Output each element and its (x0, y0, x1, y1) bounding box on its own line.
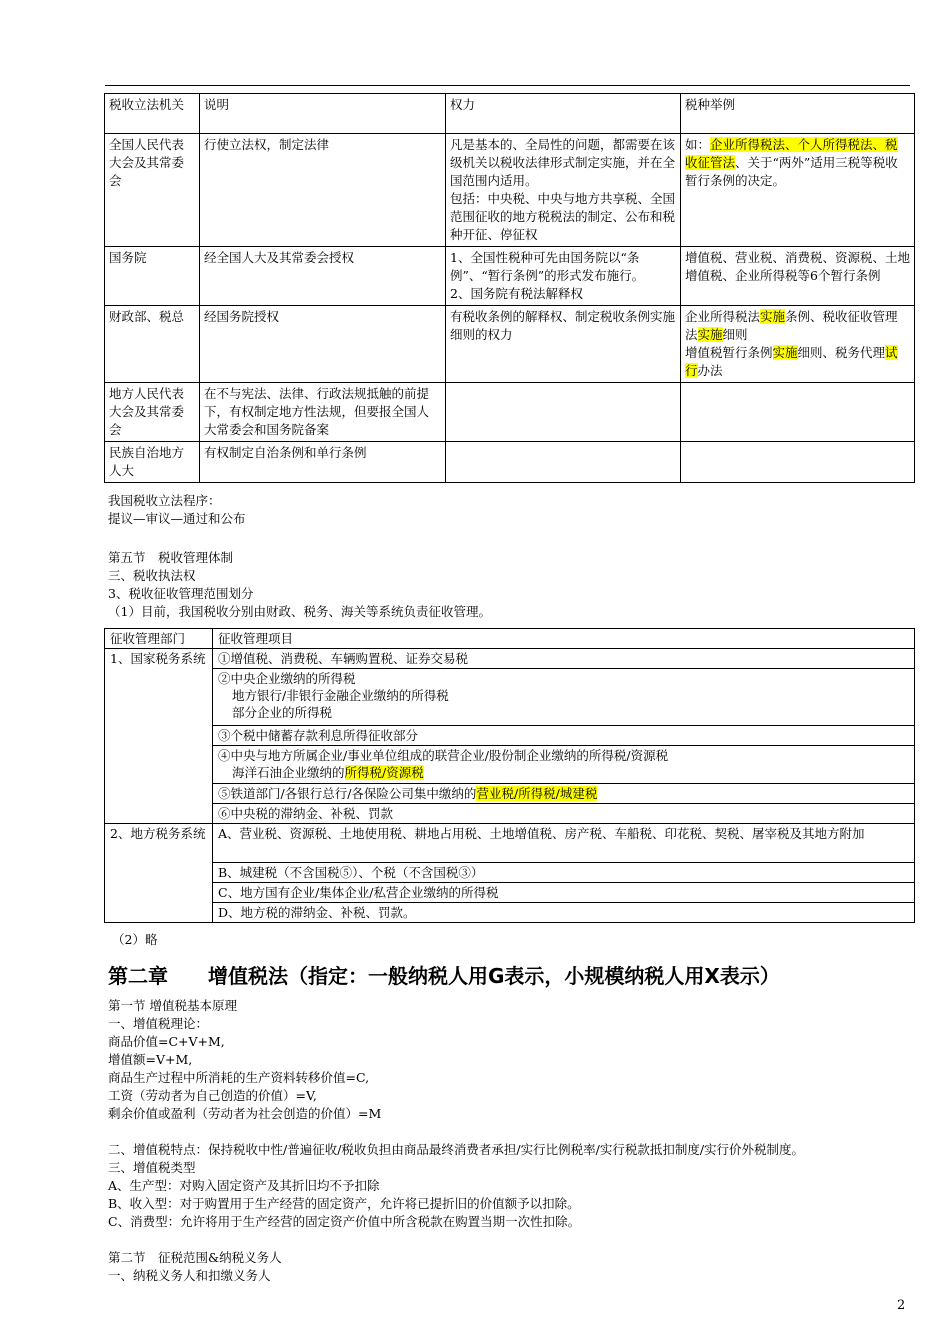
example-line (685, 344, 910, 380)
item-line (218, 764, 909, 781)
item-text: 部分企业的所得税 (232, 705, 333, 720)
item-text: ①增值税、消费税、车辆购置税、证券交易税 (218, 651, 469, 666)
body-line: A、生产型：对购入固定资产及其折旧均不予扣除 (108, 1178, 380, 1193)
item-cell: D、地方税的滞纳金、补税、罚款。 (213, 903, 915, 923)
department-cell: 2、地方税务系统 (105, 824, 213, 923)
table-row (105, 442, 915, 483)
organ-cell: 全国人民代表大会及其常委会 (105, 134, 200, 247)
department-cell: 1、国家税务系统 (105, 649, 213, 824)
power-cell: 有税收条例的解释权、制定税收条例实施细则的权力 (446, 306, 681, 383)
body-line: 增值额=V+M, (108, 1052, 193, 1067)
organ-cell: 民族自治地方人大 (105, 442, 200, 483)
table-row (105, 669, 915, 726)
power-text: 包括：中央税、中央与地方共享税、全国范围征收的地方税税法的制定、公布和税种开征、停征权 (450, 191, 676, 242)
item-cell (213, 804, 915, 824)
table-row (105, 804, 915, 824)
item-cell (213, 669, 915, 726)
table-row (105, 863, 915, 883)
procedure-steps: 提议—审议—通过和公布 (108, 511, 246, 526)
note-2: （2）略 (112, 932, 158, 947)
power-cell (446, 383, 681, 442)
body-line: C、消费型：允许将用于生产经营的固定资产价值中所含税款在购置当期一次性扣除。 (108, 1214, 581, 1229)
example-text: 如： (685, 137, 711, 152)
item-cell (213, 784, 915, 804)
example-text: 细则 (722, 327, 748, 342)
header-cell: 征收管理部门 (105, 629, 213, 649)
organ-cell: 国务院 (105, 247, 200, 306)
body-line: 二、增值税特点：保持税收中性/普遍征收/税收负担由商品最终消费者承担/实行比例税率/实行税款抵扣制度/实行价外税制度。 (108, 1142, 805, 1157)
table-row (105, 746, 915, 784)
item-text: ④中央与地方所属企业/事业单位组成的联营企业/股份制企业缴纳的所得税/资源税 (218, 748, 669, 763)
organ-cell: 地方人民代表大会及其常委会 (105, 383, 200, 442)
table-row (105, 247, 915, 306)
header-cell: 税种举例 (681, 94, 915, 134)
body-line: 三、增值税类型 (108, 1160, 196, 1175)
power-text: 2、国务院有税法解释权 (450, 286, 583, 301)
desc-cell: 有权制定自治条例和单行条例 (200, 442, 446, 483)
table-row (105, 306, 915, 383)
power-cell (446, 134, 681, 247)
example-line (685, 308, 910, 344)
body-line: 第二节 征税范围&纳税义务人 (108, 1250, 282, 1265)
organ-cell: 财政部、税总 (105, 306, 200, 383)
table-row (105, 726, 915, 746)
body-line: 工资（劳动者为自己创造的价值）=V, (108, 1088, 317, 1103)
example-text: 办法 (697, 363, 723, 378)
item-text: ⑤铁道部门/各银行总行/各保险公司集中缴纳的 (218, 786, 477, 801)
example-text: 条例、税收征收管理法 (685, 309, 898, 342)
power-cell (446, 442, 681, 483)
item-text: 海洋石油企业缴纳的 (232, 765, 345, 780)
item-cell: A、营业税、资源税、土地使用税、耕地占用税、土地增值税、房产税、车船税、印花税、契税、屠宰税及其地方附加 (213, 824, 915, 863)
header-cell: 征收管理项目 (213, 629, 915, 649)
body-line: 剩余价值或盈利（劳动者为社会创造的价值）=M (108, 1106, 382, 1121)
subsection-title: 三、税收执法权 (108, 568, 196, 583)
highlighted-text: 实施 (760, 309, 786, 324)
example-cell (681, 442, 915, 483)
section5-block (108, 549, 491, 621)
item-text: ②中央企业缴纳的所得税 (218, 671, 356, 686)
example-cell (681, 134, 915, 247)
table-row (105, 383, 915, 442)
header-cell: 说明 (200, 94, 446, 134)
item-text: ⑥中央税的滞纳金、补税、罚款 (218, 806, 394, 821)
item-cell (213, 649, 915, 669)
example-cell (681, 383, 915, 442)
highlighted-text: 实施 (697, 327, 723, 342)
procedure-block (108, 492, 246, 528)
tax-legislation-table (104, 93, 915, 483)
item-text: ③个税中储蓄存款利息所得征收部分 (218, 728, 419, 743)
table-header-row (105, 629, 915, 649)
body-line: 商品价值=C+V+M, (108, 1034, 225, 1049)
power-text: 凡是基本的、全局性的问题，都需要在该级机关以税收法律形式制定实施，并在全国范围内适用。 (450, 137, 676, 188)
power-text: 1、全国性税种可先由国务院以“条例”、“暂行条例”的形式发布施行。 (450, 250, 645, 283)
table-row (105, 784, 915, 804)
table-row (105, 883, 915, 903)
table-row (105, 649, 915, 669)
desc-cell: 在不与宪法、法律、行政法规抵触的前提下，有权制定地方性法规，但要报全国人大常委会和国务院备案 (200, 383, 446, 442)
collection-scope-table (104, 628, 915, 923)
table-header-row (105, 94, 915, 134)
item-cell (213, 746, 915, 784)
header-rule (105, 85, 910, 86)
body-line: 商品生产过程中所消耗的生产资料转移价值=C, (108, 1070, 370, 1085)
paragraph: （1）目前，我国税收分别由财政、税务、海关等系统负责征收管理。 (108, 604, 491, 619)
table-row (105, 134, 915, 247)
body-line: 一、纳税义务人和扣缴义务人 (108, 1268, 271, 1283)
highlighted-text: 所得税/资源税 (344, 765, 424, 780)
highlighted-text: 营业税/所得税/城建税 (476, 786, 598, 801)
chapter-title: 第二章 增值税法（指定：一般纳税人用G表示，小规模纳税人用X表示） (108, 964, 780, 988)
item-cell (213, 726, 915, 746)
body-text (108, 997, 804, 1285)
highlighted-text: 实施 (772, 345, 798, 360)
blank-line (108, 1123, 804, 1141)
desc-cell: 经国务院授权 (200, 306, 446, 383)
header-cell: 权力 (446, 94, 681, 134)
example-cell: 增值税、营业税、消费税、资源税、土地增值税、企业所得税等6个暂行条例 (681, 247, 915, 306)
example-text: 增值税暂行条例 (685, 345, 773, 360)
example-text: 企业所得税法 (685, 309, 761, 324)
desc-cell: 经全国人大及其常委会授权 (200, 247, 446, 306)
highlighted-text: 企业所得税法、个人所得税法、税收征管法 (685, 137, 898, 170)
page-number: 2 (897, 1298, 906, 1313)
example-text: 、关于“两外”适用三税等税收暂行条例的决定。 (685, 155, 898, 188)
subsection-title: 3、税收征收管理范围划分 (108, 586, 254, 601)
procedure-title: 我国税收立法程序： (108, 493, 221, 508)
header-cell: 税收立法机关 (105, 94, 200, 134)
section-title: 第五节 税收管理体制 (108, 550, 234, 565)
item-cell: C、地方国有企业/集体企业/私营企业缴纳的所得税 (213, 883, 915, 903)
body-line: 一、增值税理论： (108, 1016, 209, 1031)
table-row (105, 903, 915, 923)
item-text: 地方银行/非银行金融企业缴纳的所得税 (232, 688, 449, 703)
table-row (105, 824, 915, 863)
body-line: 第一节 增值税基本原理 (108, 998, 237, 1013)
desc-cell: 行使立法权，制定法律 (200, 134, 446, 247)
body-line: B、收入型：对于购置用于生产经营的固定资产，允许将已提折旧的价值额予以扣除。 (108, 1196, 580, 1211)
item-cell: B、城建税（不含国税⑤）、个税（不含国税③） (213, 863, 915, 883)
example-text: 细则、税务代理 (797, 345, 886, 360)
example-cell (681, 306, 915, 383)
blank-line (108, 1231, 804, 1249)
highlighted-text: 试行 (685, 345, 898, 378)
power-cell (446, 247, 681, 306)
